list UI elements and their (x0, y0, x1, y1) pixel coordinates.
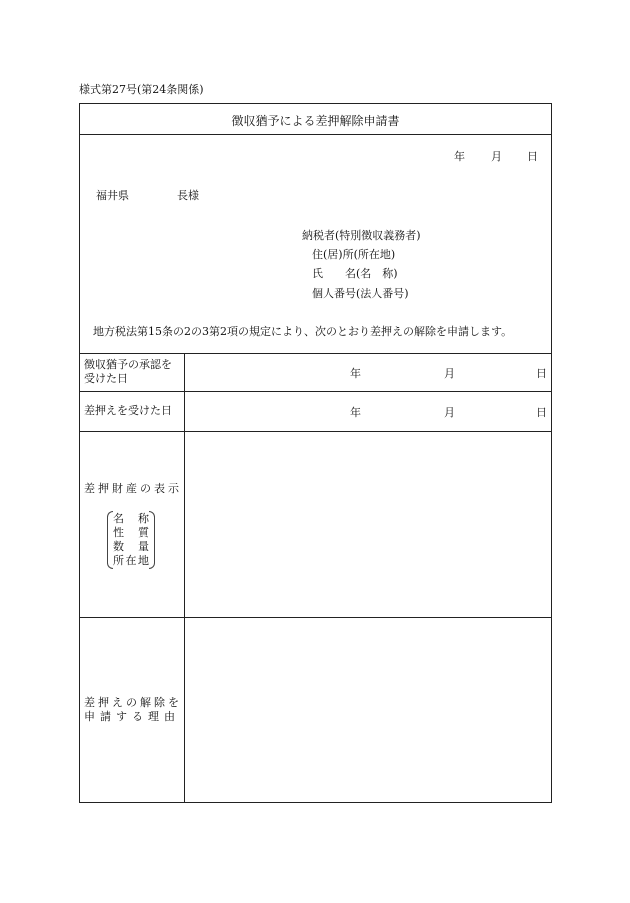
application-form (79, 103, 552, 803)
title-divider (80, 134, 551, 135)
taxpayer-address-label: 住(居)所(所在地) (312, 248, 396, 261)
addressee-prefecture: 福井県 (96, 189, 129, 202)
date-year: 年 (454, 150, 465, 163)
reason-label-line2: 申請する理由 (84, 710, 180, 723)
property-row-divider (80, 617, 551, 618)
approval-date-day: 日 (536, 367, 547, 380)
form-title: 徴収猶予による差押解除申請書 (231, 114, 400, 128)
approval-date-year: 年 (350, 367, 361, 380)
label-column-divider (184, 353, 185, 802)
taxpayer-number-label: 個人番号(法人番号) (312, 287, 409, 300)
approval-date-month: 月 (444, 367, 455, 380)
reason-label (84, 696, 182, 724)
approval-date-label-line2: 受けた日 (84, 372, 128, 385)
date-day: 日 (527, 150, 538, 163)
taxpayer-name-label: 氏 名(名 称) (312, 267, 398, 280)
seizure-row-divider (80, 431, 551, 432)
property-items-bracket (107, 511, 155, 569)
property-item-nature: 性質 (113, 526, 149, 539)
reason-label-line1: 差押えの解除を (84, 696, 182, 709)
approval-row-divider (80, 391, 551, 392)
taxpayer-heading: 納税者(特別徴収義務者) (302, 229, 421, 242)
date-month: 月 (491, 150, 502, 163)
right-bracket (149, 511, 155, 569)
seizure-date-year: 年 (350, 406, 361, 419)
approval-date-label-line1: 徴収猶予の承認を (84, 358, 172, 371)
seizure-date-month: 月 (444, 406, 455, 419)
property-item-quantity: 数量 (113, 540, 149, 553)
property-label: 差押財産の表示 (84, 482, 182, 495)
header-section-divider (80, 353, 551, 354)
addressee-suffix: 長様 (177, 189, 199, 202)
property-item-name: 名称 (113, 512, 149, 525)
approval-date-label (84, 358, 172, 386)
property-item-location: 所在地 (113, 554, 149, 567)
form-number: 様式第27号(第24条関係) (79, 83, 204, 96)
application-statement: 地方税法第15条の2の3第2項の規定により、次のとおり差押えの解除を申請します。 (93, 325, 513, 338)
seizure-date-day: 日 (536, 406, 547, 419)
seizure-date-label: 差押えを受けた日 (84, 404, 172, 417)
